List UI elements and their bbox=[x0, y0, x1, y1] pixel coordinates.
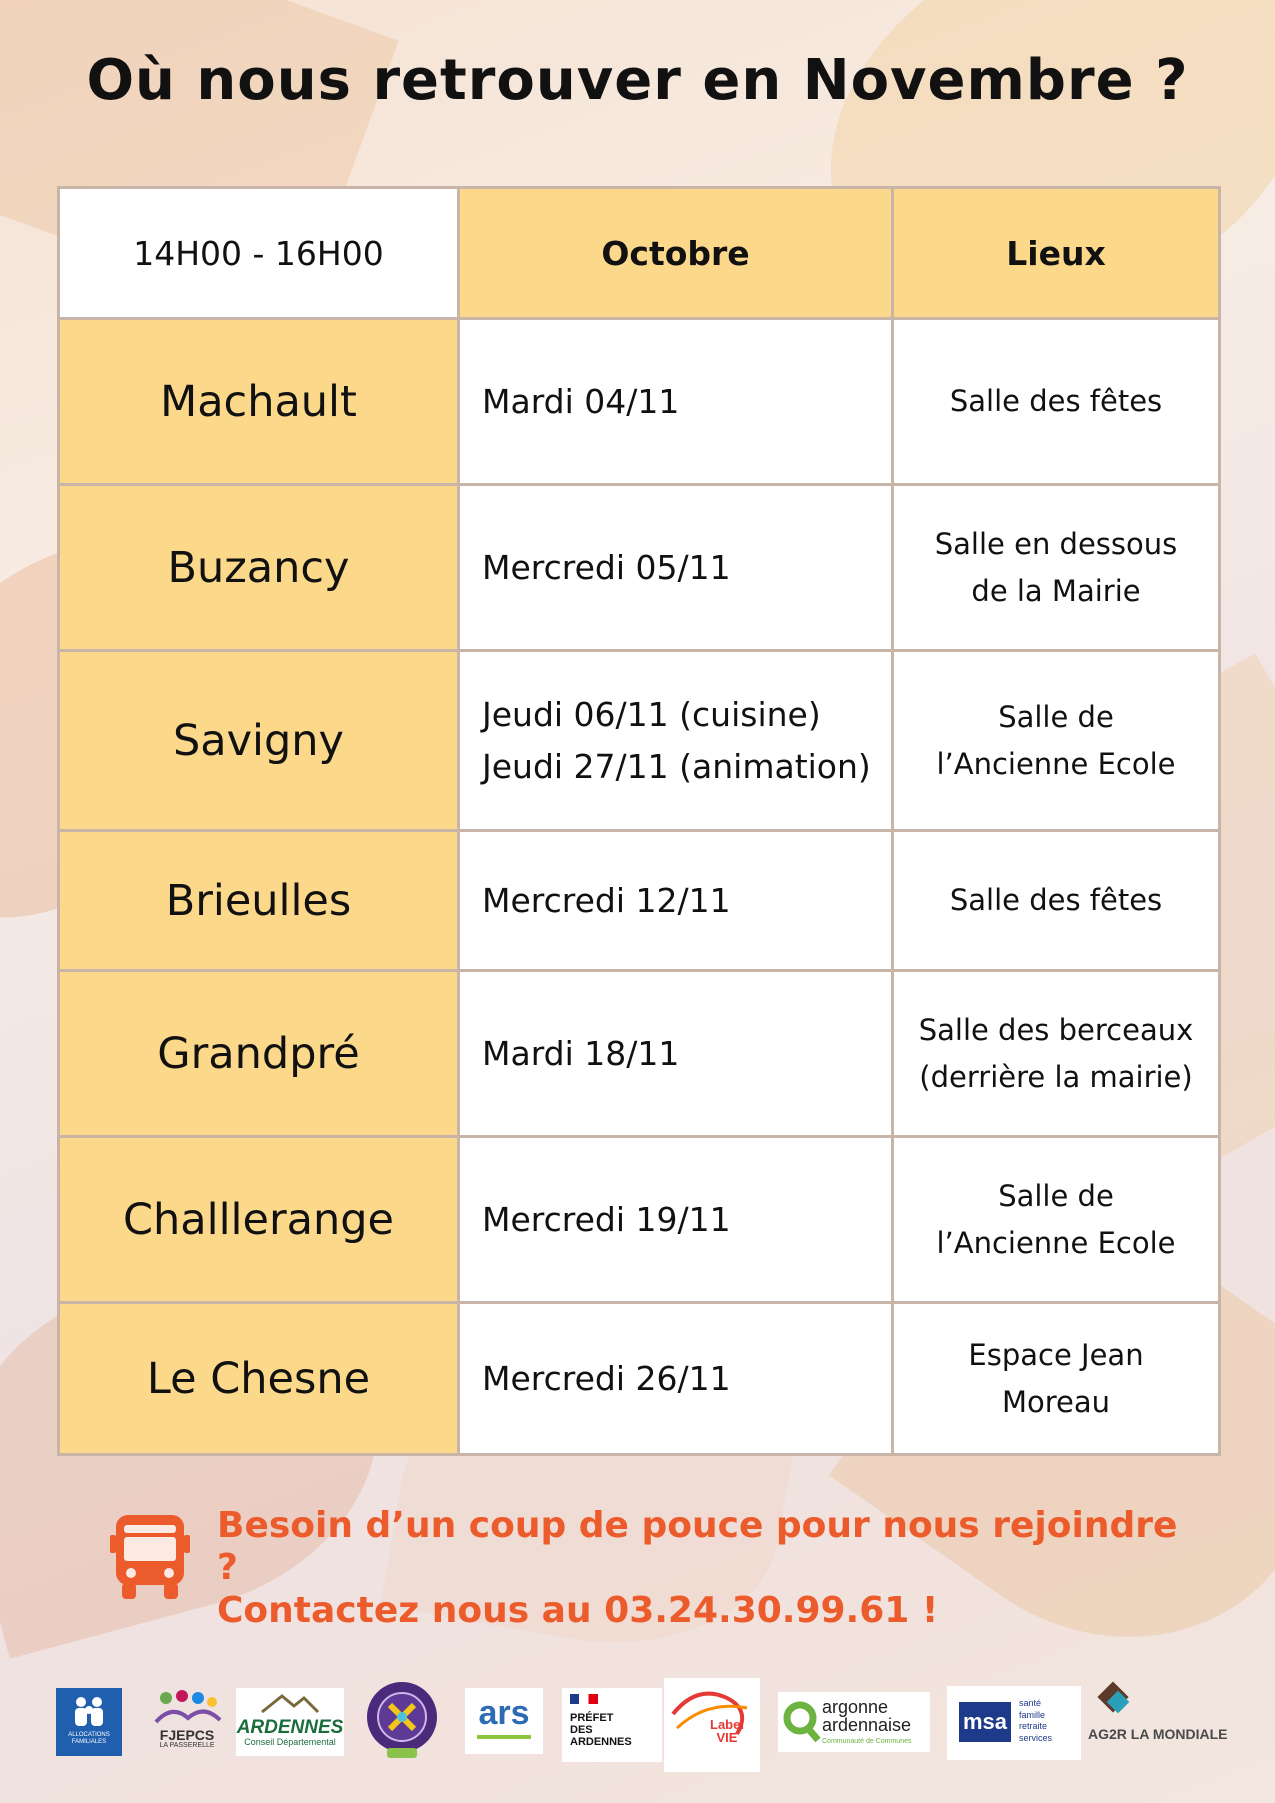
partner-logos bbox=[50, 1678, 1240, 1778]
city-cell: Challlerange bbox=[59, 1137, 459, 1303]
msa-logo bbox=[947, 1686, 1081, 1760]
people-icon bbox=[152, 1688, 222, 1724]
swoosh-icon bbox=[667, 1684, 757, 1744]
date-cell bbox=[459, 971, 893, 1137]
place-line: Espace Jean bbox=[968, 1338, 1144, 1373]
place-line: Salle des fêtes bbox=[949, 384, 1163, 419]
page-title: Où nous retrouver en Novembre ? bbox=[86, 48, 1189, 113]
table-row bbox=[59, 485, 1220, 651]
place-line: de la Mairie bbox=[971, 573, 1141, 608]
ag2r-logo bbox=[1088, 1680, 1238, 1760]
city-cell: Buzancy bbox=[59, 485, 459, 651]
date-line: Mercredi 19/11 bbox=[482, 1199, 731, 1239]
ars-accent-bar bbox=[477, 1735, 531, 1739]
msa-sublabel bbox=[1019, 1698, 1052, 1745]
ars-logo bbox=[465, 1688, 543, 1754]
place-cell bbox=[893, 1137, 1220, 1303]
date-line: Mercredi 26/11 bbox=[482, 1358, 731, 1398]
prefet-logo bbox=[562, 1688, 662, 1762]
date-line: Mercredi 05/11 bbox=[482, 547, 731, 587]
city-cell: Le Chesne bbox=[59, 1303, 459, 1455]
date-line: Mercredi 12/11 bbox=[482, 880, 731, 920]
prefet-label-2: DES ARDENNES bbox=[570, 1724, 632, 1748]
place-cell bbox=[893, 485, 1220, 651]
table-header-row bbox=[59, 188, 1220, 319]
date-cell bbox=[459, 1303, 893, 1455]
place-cell bbox=[893, 971, 1220, 1137]
places-header: Lieux bbox=[893, 188, 1220, 319]
msa-sub-line: santé bbox=[1019, 1698, 1042, 1708]
fjepcs-logo bbox=[144, 1688, 230, 1754]
badge-icon bbox=[365, 1680, 439, 1760]
city-cell: Machault bbox=[59, 319, 459, 485]
month-header: Octobre bbox=[459, 188, 893, 319]
table-row bbox=[59, 1137, 1220, 1303]
place-line: l’Ancienne Ecole bbox=[936, 1225, 1176, 1260]
city-cell: Grandpré bbox=[59, 971, 459, 1137]
ardennes-logo bbox=[236, 1688, 344, 1756]
place-line: l’Ancienne Ecole bbox=[936, 746, 1176, 781]
label-word: Label bbox=[710, 1717, 744, 1732]
ars-label: ars bbox=[478, 1694, 530, 1732]
help-line-1: Besoin d’un coup de pouce pour nous rejoindre ? bbox=[217, 1505, 1178, 1589]
time-slot-header: 14H00 - 16H00 bbox=[59, 188, 459, 319]
caf-label: ALLOCATIONS FAMILIALES bbox=[68, 1732, 110, 1745]
leaf-q-icon bbox=[782, 1700, 822, 1744]
place-line: Salle de bbox=[998, 1179, 1114, 1214]
mountain-icon bbox=[260, 1692, 320, 1714]
argonne-logo bbox=[778, 1692, 930, 1752]
date-cell bbox=[459, 651, 893, 831]
place-line: Salle en dessous bbox=[934, 527, 1178, 562]
schedule-table bbox=[57, 186, 1221, 1456]
place-cell bbox=[893, 319, 1220, 485]
table-row bbox=[59, 1303, 1220, 1455]
ardennaise-word: ardennaise bbox=[822, 1715, 912, 1735]
place-cell bbox=[893, 1303, 1220, 1455]
table-row bbox=[59, 831, 1220, 971]
date-cell bbox=[459, 319, 893, 485]
family-icon bbox=[69, 1694, 109, 1728]
fjepcs-sublabel: LA PASSERELLE bbox=[159, 1742, 215, 1749]
city-cell: Brieulles bbox=[59, 831, 459, 971]
msa-sub-line: retraite bbox=[1019, 1721, 1048, 1732]
date-cell bbox=[459, 1137, 893, 1303]
help-line-2: Contactez nous au 03.24.30.99.61 ! bbox=[217, 1589, 939, 1631]
table-row bbox=[59, 319, 1220, 485]
msa-sub-line: famille bbox=[1019, 1709, 1046, 1720]
city-cell: Savigny bbox=[59, 651, 459, 831]
argonne-sublabel: Communauté de Communes bbox=[822, 1738, 912, 1745]
place-cell bbox=[893, 651, 1220, 831]
table-row bbox=[59, 651, 1220, 831]
bus-icon bbox=[110, 1513, 190, 1601]
place-line: Salle de bbox=[998, 700, 1114, 735]
ag2r-diamond-icon bbox=[1092, 1680, 1136, 1724]
vie-word: VIE bbox=[716, 1730, 738, 1745]
ardennes-label: ARDENNES bbox=[236, 1717, 344, 1738]
date-cell bbox=[459, 831, 893, 971]
argonne-word: argonne bbox=[822, 1697, 889, 1717]
ag2r-label: AG2R LA MONDIALE bbox=[1088, 1726, 1228, 1742]
place-cell bbox=[893, 831, 1220, 971]
argonne-label bbox=[822, 1698, 911, 1734]
place-line: Salle des berceaux bbox=[918, 1013, 1194, 1048]
transport-help bbox=[110, 1505, 1210, 1631]
ardennes-sublabel: Conseil Départemental bbox=[244, 1737, 336, 1747]
fjepcs-label: FJEPCS bbox=[159, 1727, 215, 1743]
msa-label: msa bbox=[959, 1702, 1011, 1742]
caf-logo bbox=[56, 1688, 122, 1756]
date-line: Mardi 04/11 bbox=[482, 381, 680, 421]
date-line: Jeudi 06/11 (cuisine) bbox=[482, 695, 821, 735]
date-cell bbox=[459, 485, 893, 651]
place-line: Moreau bbox=[1001, 1384, 1111, 1419]
table-row bbox=[59, 971, 1220, 1137]
place-line: Salle des fêtes bbox=[949, 883, 1163, 918]
place-line: (derrière la mairie) bbox=[919, 1059, 1193, 1094]
help-text bbox=[217, 1505, 1210, 1632]
date-line: Jeudi 27/11 (animation) bbox=[482, 746, 871, 786]
french-flag-icon bbox=[570, 1694, 598, 1704]
date-line: Mardi 18/11 bbox=[482, 1033, 680, 1073]
msa-sub-line: services bbox=[1019, 1733, 1053, 1744]
community-badge-logo bbox=[365, 1680, 439, 1760]
prefet-label-1: PRÉFET bbox=[570, 1712, 614, 1724]
label-vie-logo bbox=[664, 1678, 760, 1772]
